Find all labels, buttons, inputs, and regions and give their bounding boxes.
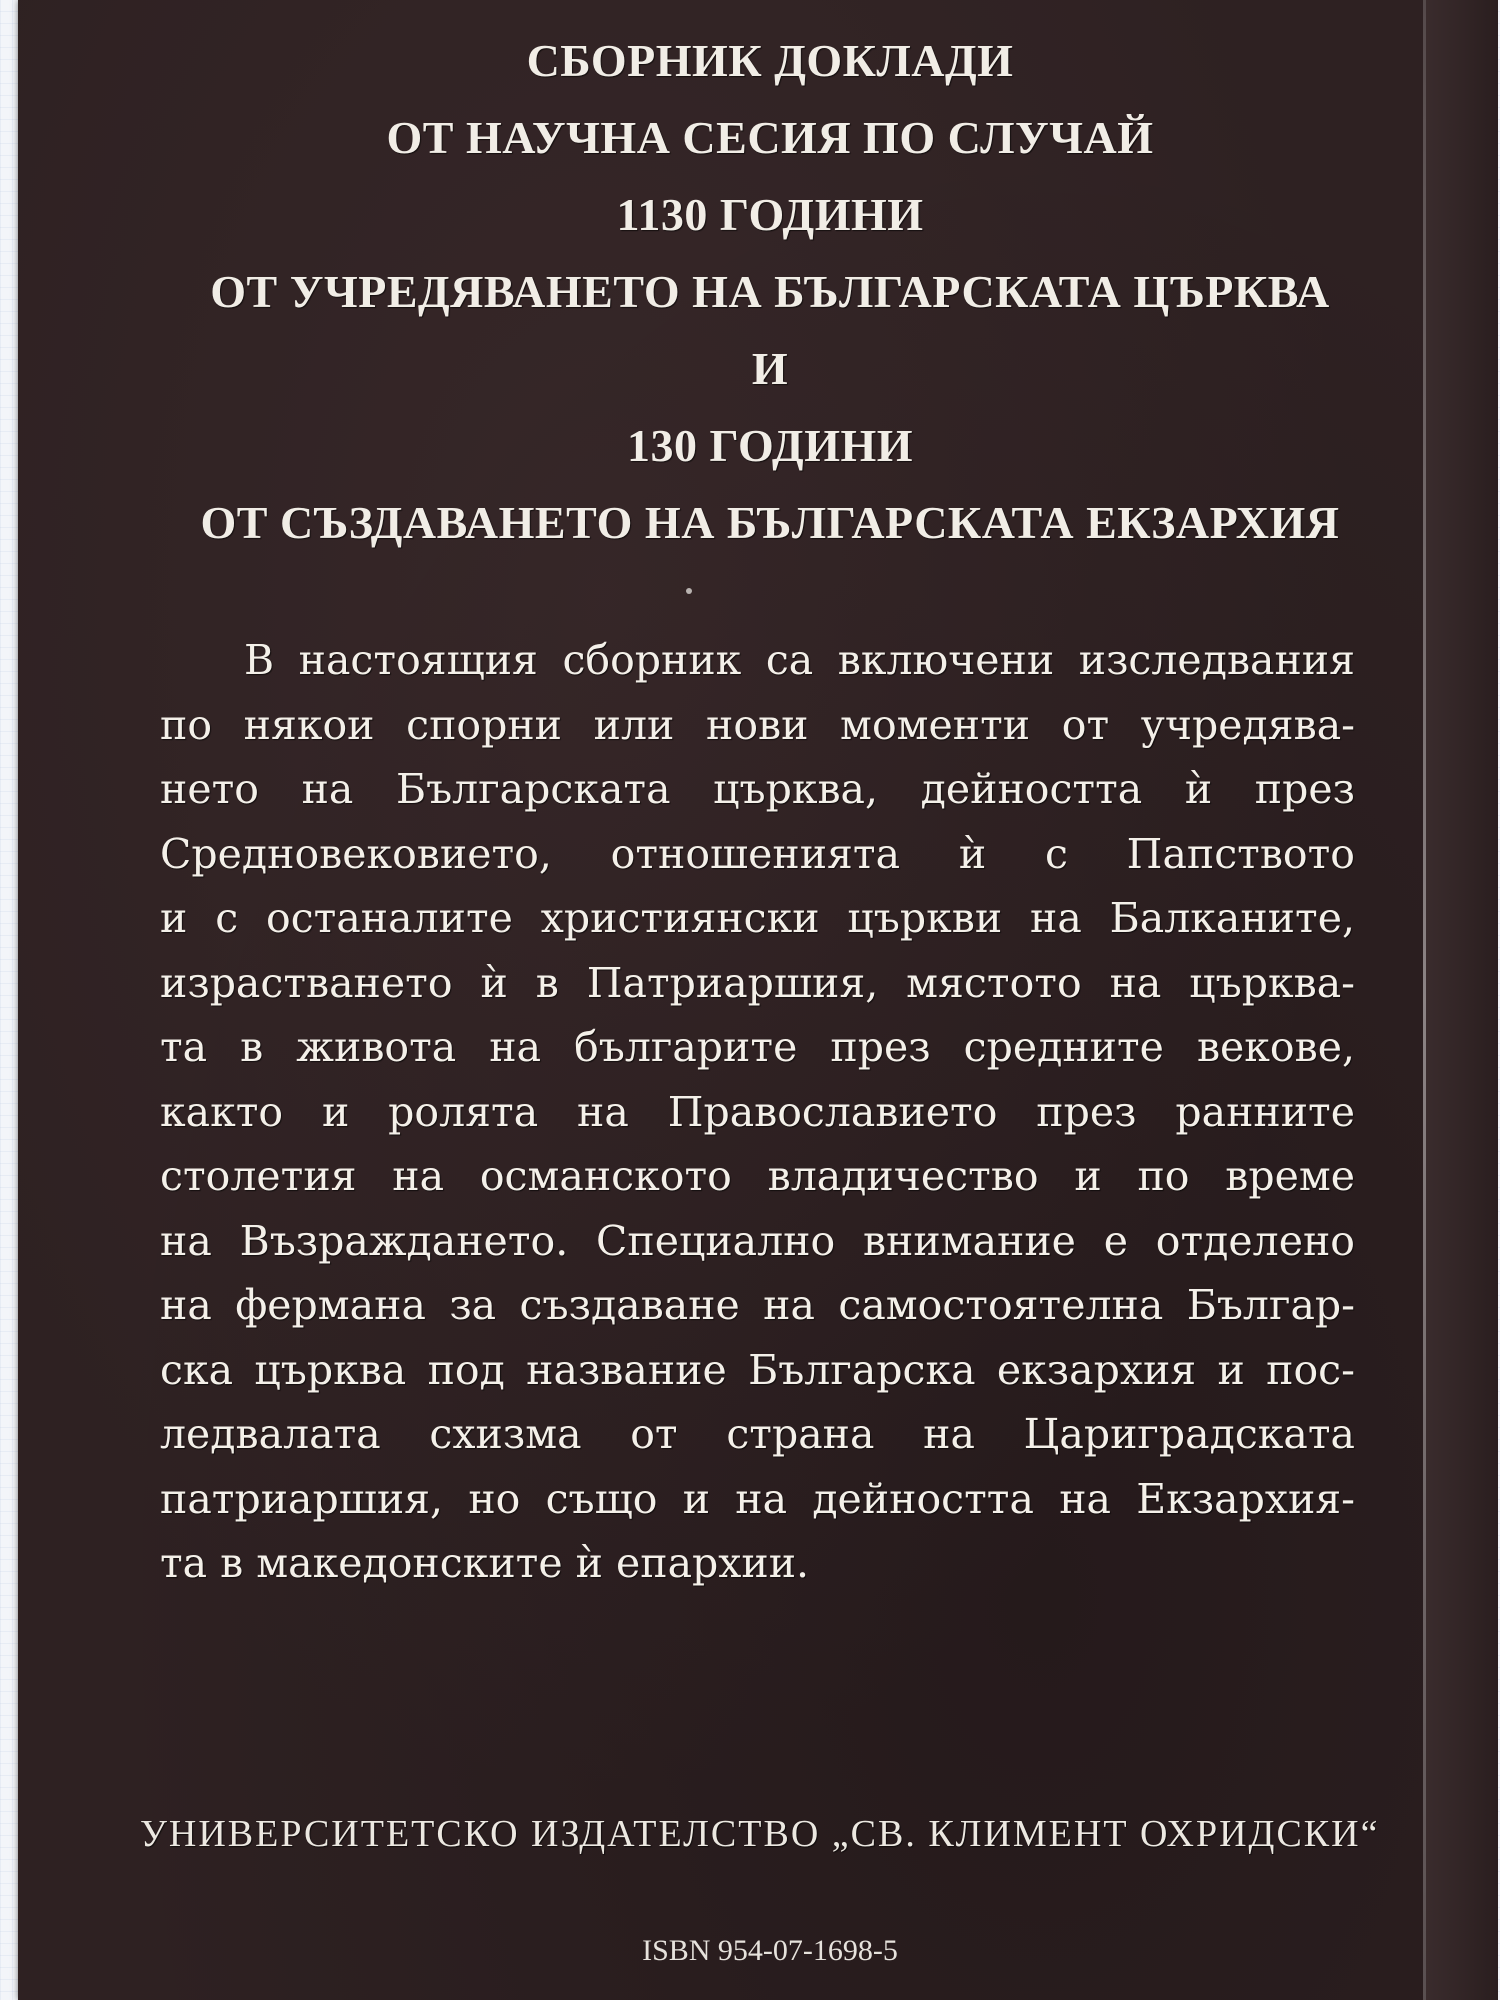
description-line: нето на Българската църква, дейността ѝ през (160, 765, 1355, 813)
description-line: ска църква под название Българска екзархия и пос- (160, 1345, 1355, 1394)
heading-line: СБОРНИК ДОКЛАДИ (526, 35, 1014, 86)
description-line: на фермана за създаване на самостоятелна Българ- (160, 1281, 1355, 1329)
description-line: столетия на османското владичество и по време (160, 1152, 1355, 1200)
heading-line: ОТ НАУЧНА СЕСИЯ ПО СЛУЧАЙ (386, 112, 1154, 163)
book-spine-edge (1426, 0, 1498, 2000)
description-line: патриаршия, но също и на дейността на Екзархия- (160, 1474, 1355, 1523)
cover-speck (686, 588, 692, 594)
description-line: както и ролята на Православието през ранните (160, 1087, 1355, 1136)
heading-line: 1130 ГОДИНИ (616, 189, 924, 240)
description-line: В настоящия сборник са включени изследвания (244, 636, 1355, 684)
description-line: та в живота на българите през средните векове, (160, 1023, 1355, 1071)
description-paragraph (160, 628, 1355, 1596)
description-line: Средновековието, отношенията ѝ с Папството (160, 829, 1355, 878)
cover-heading (140, 22, 1400, 561)
description-line: и с останалите християнски църкви на Балканите, (160, 894, 1355, 942)
heading-line: И (751, 343, 789, 394)
heading-line: ОТ СЪЗДАВАНЕТО НА БЪЛГАРСКАТА ЕКЗАРХИЯ (200, 497, 1340, 548)
description-line: на Възраждането. Специално внимание е отделено (160, 1216, 1355, 1265)
description-line: по някои спорни или нови моменти от учредява- (160, 700, 1355, 749)
isbn-number: ISBN 954-07-1698-5 (642, 1934, 898, 1967)
publisher-name: УНИВЕРСИТЕТСКО ИЗДАТЕЛСТВО „СВ. КЛИМЕНТ ОХРИДСКИ“ (140, 1813, 1380, 1855)
heading-line: ОТ УЧРЕДЯВАНЕТО НА БЪЛГАРСКАТА ЦЪРКВА (210, 266, 1330, 317)
description-line: израстването ѝ в Патриаршия, мястото на църква- (160, 958, 1355, 1007)
heading-line: 130 ГОДИНИ (626, 420, 914, 471)
description-line: та в македонските ѝ епархии. (160, 1539, 810, 1587)
description-line: ледвалата схизма от страна на Цариградската (160, 1410, 1355, 1458)
